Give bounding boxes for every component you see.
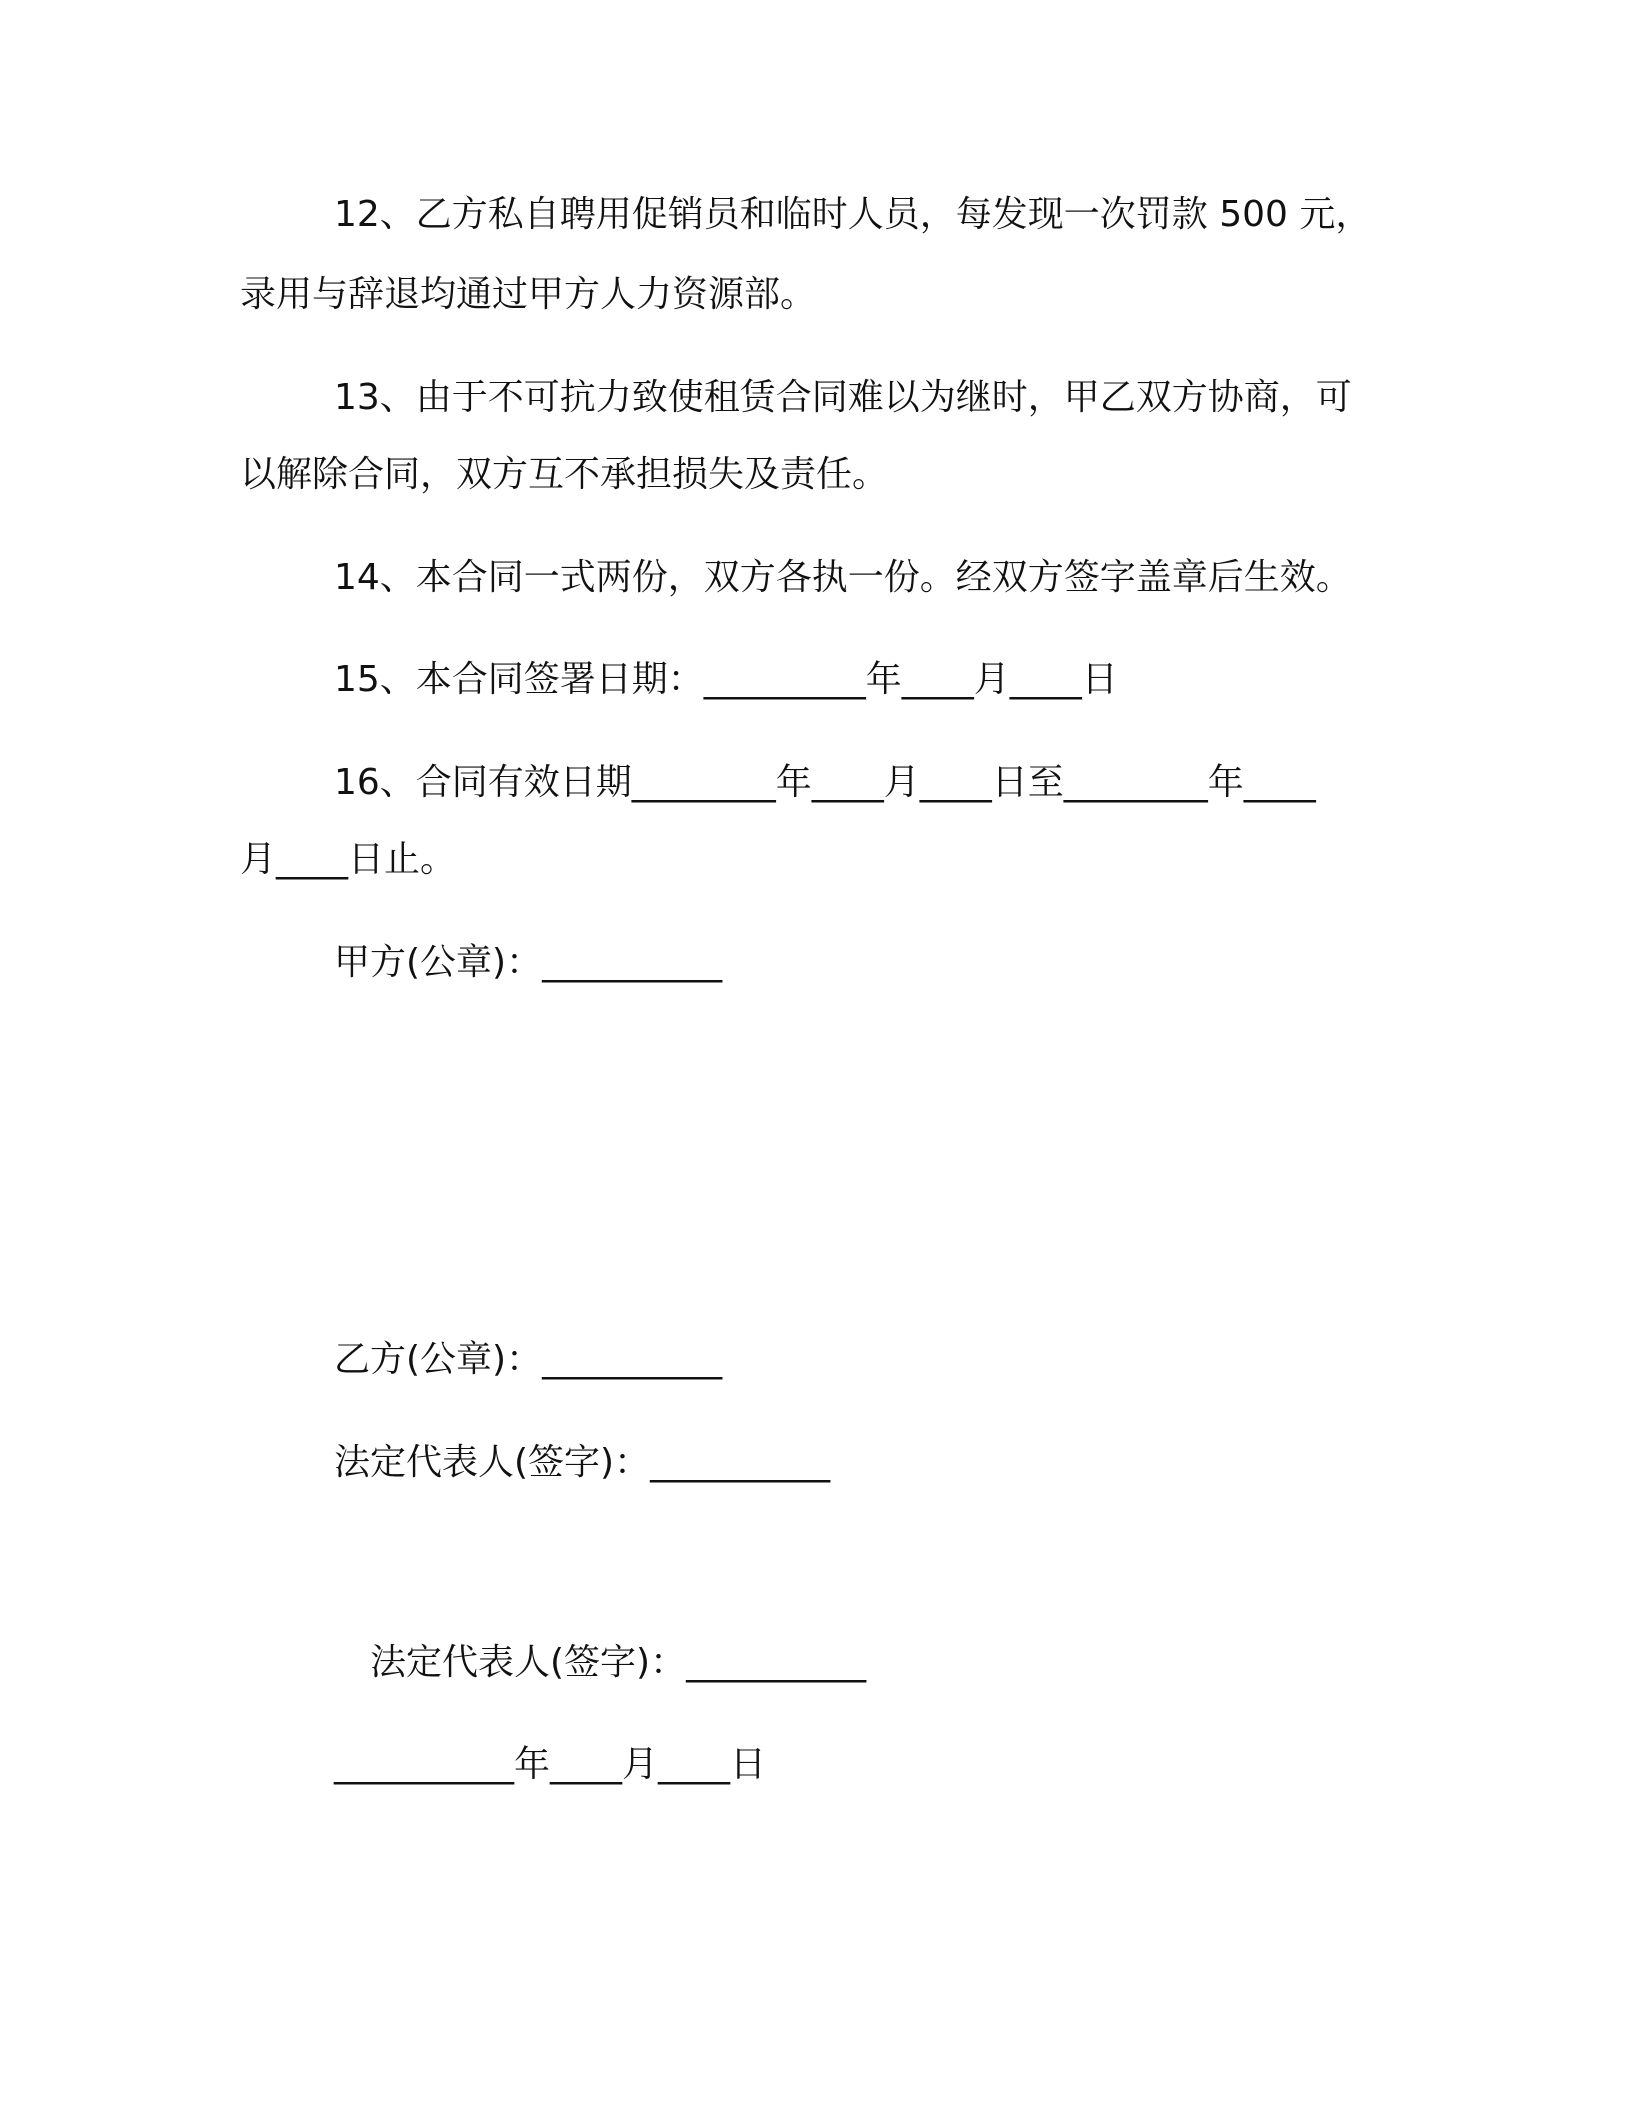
clause-14: 14、本合同一式两份，双方各执一份。经双方签字盖章后生效。 [334, 557, 1352, 598]
clause-13-line-1: 13、由于不可抗力致使租赁合同难以为继时，甲乙双方协商，可 [334, 377, 1352, 418]
legal-representative-signature-2: 法定代表人(签字)：__________ [370, 1642, 867, 1683]
clause-12-line-1: 12、乙方私自聘用促销员和临时人员，每发现一次罚款 500 元， [334, 194, 1372, 235]
clause-16-line-2: 月____日止。 [240, 839, 457, 880]
clause-13-line-2: 以解除合同，双方互不承担损失及责任。 [240, 454, 889, 495]
clause-15-signing-date: 15、本合同签署日期：_________年____月____日 [334, 659, 1118, 700]
party-a-seal-line: 甲方(公章)：__________ [334, 942, 723, 983]
signature-date-line: __________年____月____日 [334, 1744, 766, 1785]
clause-12-line-2: 录用与辞退均通过甲方人力资源部。 [240, 274, 817, 315]
clause-16-line-1: 16、合同有效日期________年____月____日至________年____ [334, 762, 1316, 803]
legal-representative-signature-1: 法定代表人(签字)：__________ [334, 1442, 831, 1483]
party-b-seal-line: 乙方(公章)：__________ [334, 1339, 723, 1380]
